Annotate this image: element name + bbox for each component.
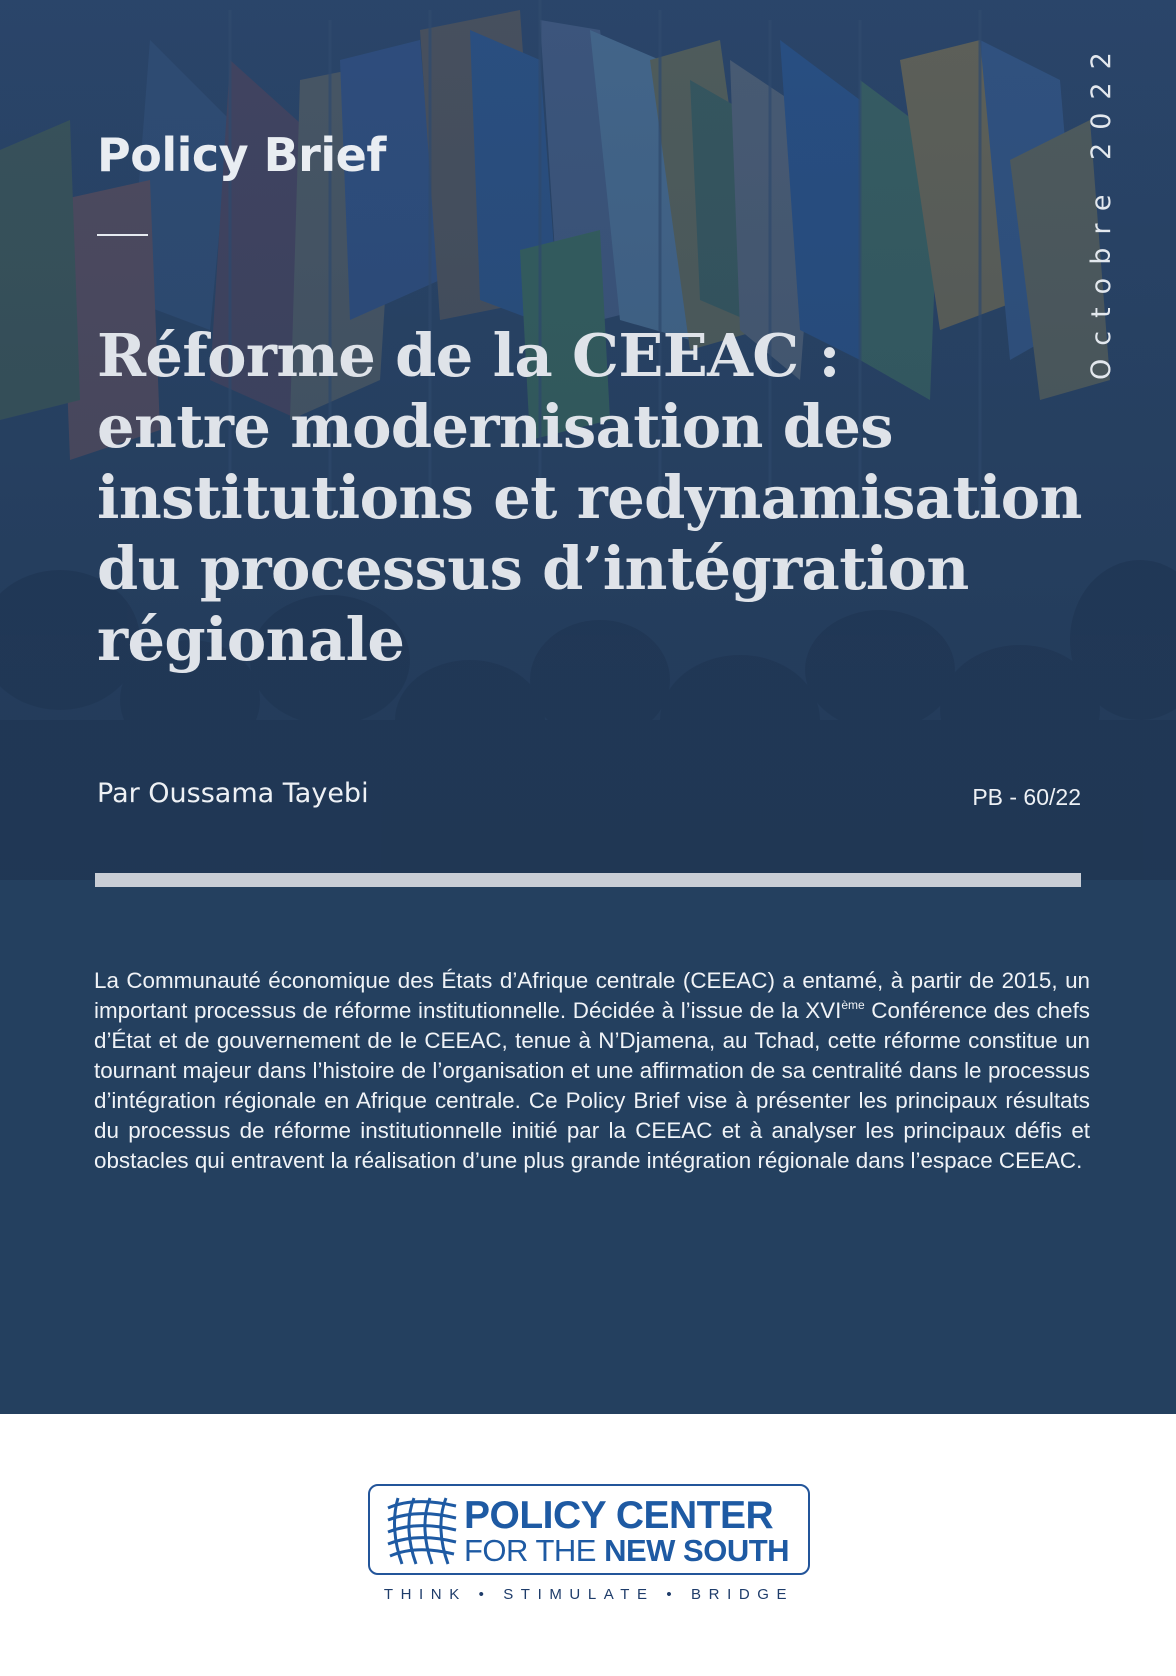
title-line: du processus d’intégration bbox=[97, 534, 969, 603]
globe-mesh-icon bbox=[384, 1494, 460, 1566]
kicker-rule bbox=[97, 234, 148, 236]
title-line: Réforme de la CEEAC : bbox=[97, 321, 840, 390]
abstract-text-1: La Communauté économique des États d’Afrique centrale (CEEAC) a entamé, à partir de 2015, un important processus de réforme institutionnelle. Décidée à l’issue de la XVI bbox=[94, 968, 1090, 1023]
document-title bbox=[97, 320, 1082, 675]
publication-date: Octobre 2022 bbox=[1086, 39, 1117, 380]
abstract-text-2: Conférence des chefs d’État et de gouvernement de le CEEAC, tenue à N’Djamena, au Tchad, cette réforme constitue un tournant majeur dans l’histoire de l’organisation et une affirmation de sa centralité dans le processus d’intégration régionale en Afrique centrale. Ce Policy Brief vise à présenter les principaux résultats du processus de réforme institutionnelle initié par la CEEAC et à analyser les principaux défis et obstacles qui entravent la réalisation d’une plus grande intégration régionale dans l’espace CEEAC. bbox=[94, 998, 1090, 1173]
policy-brief-label: Policy Brief bbox=[97, 128, 386, 182]
abstract-paragraph bbox=[94, 966, 1090, 1176]
title-line: entre modernisation des bbox=[97, 392, 893, 461]
brief-code: PB - 60/22 bbox=[972, 784, 1081, 810]
author-byline: Par Oussama Tayebi bbox=[97, 778, 369, 809]
logo-line2-bold: NEW SOUTH bbox=[604, 1533, 790, 1568]
policy-center-logo bbox=[368, 1484, 810, 1575]
title-line: régionale bbox=[97, 605, 405, 674]
logo-tagline: THINK • STIMULATE • BRIDGE bbox=[383, 1586, 795, 1603]
title-line: institutions et redynamisation bbox=[97, 463, 1082, 532]
logo-text-line1: POLICY CENTER bbox=[464, 1494, 774, 1537]
logo-text-line2 bbox=[464, 1534, 789, 1568]
divider-bar bbox=[95, 873, 1081, 887]
logo-line2-prefix: FOR THE bbox=[464, 1533, 605, 1568]
abstract-superscript: ème bbox=[841, 998, 865, 1012]
